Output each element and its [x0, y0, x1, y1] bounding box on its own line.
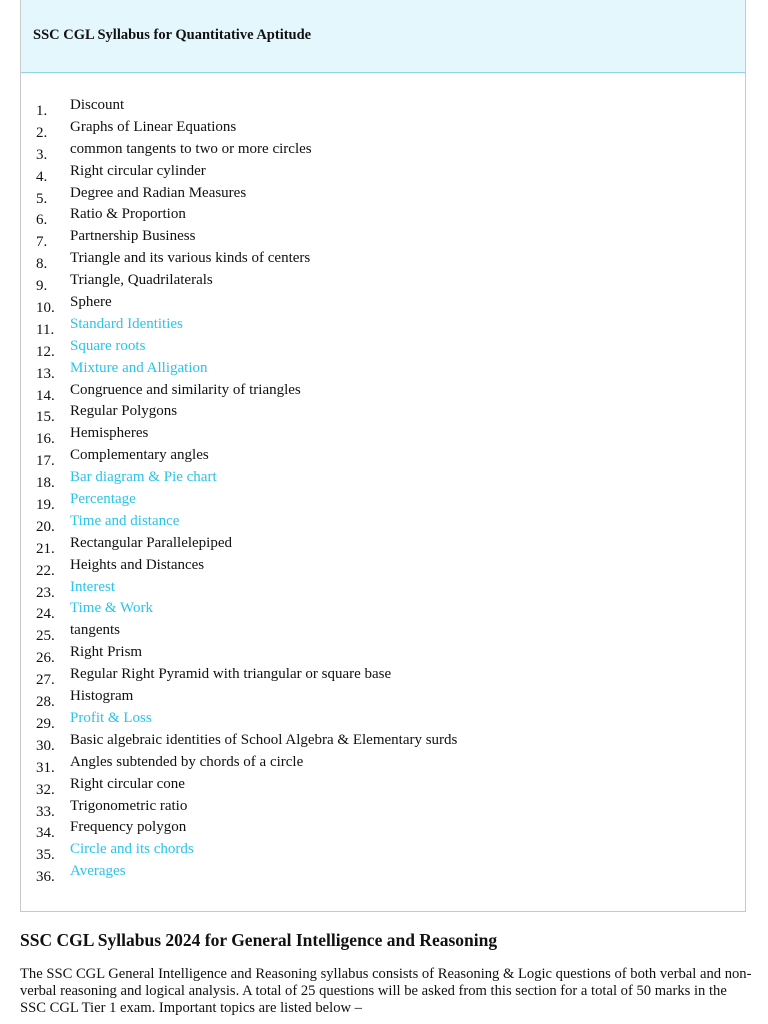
syllabus-table — [20, 0, 746, 912]
list-item — [21, 819, 721, 841]
topic-list — [21, 97, 721, 885]
list-item — [21, 863, 721, 885]
list-item — [21, 557, 721, 579]
list-item — [21, 403, 721, 425]
list-item-number: 35. — [36, 847, 55, 864]
list-item-number: 36. — [36, 869, 55, 886]
topic-link[interactable]: Percentage — [70, 491, 136, 508]
list-item — [21, 732, 721, 754]
list-item-number: 28. — [36, 694, 55, 711]
topic-label: Discount — [70, 97, 125, 113]
list-item — [21, 710, 721, 732]
list-item-number: 21. — [36, 540, 55, 557]
list-item-number: 15. — [36, 409, 55, 426]
list-item-number: 33. — [36, 803, 55, 820]
list-item-number: 14. — [36, 387, 55, 404]
list-item-number: 2. — [36, 124, 48, 141]
topic-label: Triangle and its various kinds of centers — [70, 250, 311, 267]
list-item — [21, 841, 721, 863]
list-item-number: 30. — [36, 737, 55, 754]
list-item — [21, 622, 721, 644]
list-item — [21, 644, 721, 666]
list-item — [21, 316, 721, 338]
list-item-number: 3. — [36, 146, 48, 163]
list-item — [21, 513, 721, 535]
topic-link[interactable]: Time & Work — [70, 600, 153, 617]
list-item-number: 8. — [36, 256, 48, 273]
list-item — [21, 294, 721, 316]
topic-label: Triangle, Quadrilaterals — [70, 272, 213, 289]
topic-label: Histogram — [70, 688, 134, 705]
list-item — [21, 163, 721, 185]
topic-label: Frequency polygon — [70, 819, 187, 836]
list-item-number: 7. — [36, 234, 48, 251]
list-item-number: 16. — [36, 431, 55, 448]
topic-label: Degree and Radian Measures — [70, 184, 247, 201]
topic-label: common tangents to two or more circles — [70, 140, 312, 157]
list-item — [21, 382, 721, 404]
topic-label: Right Prism — [70, 644, 143, 661]
topic-link[interactable]: Bar diagram & Pie chart — [70, 469, 217, 486]
list-item — [21, 666, 721, 688]
list-item-number: 29. — [36, 715, 55, 732]
topic-link[interactable]: Profit & Loss — [70, 709, 152, 726]
topic-label: Rectangular Parallelepiped — [70, 534, 233, 551]
list-item-number: 31. — [36, 759, 55, 776]
list-item — [21, 776, 721, 798]
list-item — [21, 119, 721, 141]
list-item-number: 5. — [36, 190, 48, 207]
topic-label: Complementary angles — [70, 447, 209, 464]
list-item-number: 22. — [36, 562, 55, 579]
topic-label: tangents — [70, 622, 120, 639]
list-item-number: 27. — [36, 672, 55, 689]
table-header — [21, 0, 745, 73]
topic-label: Right circular cylinder — [70, 162, 206, 179]
topic-link[interactable]: Circle and its chords — [70, 841, 194, 858]
list-item-number: 26. — [36, 650, 55, 667]
list-item — [21, 97, 721, 119]
list-item — [21, 754, 721, 776]
topic-link[interactable]: Time and distance — [70, 512, 180, 529]
table-header-title: SSC CGL Syllabus for Quantitative Aptitude — [33, 27, 312, 43]
topic-link[interactable]: Mixture and Alligation — [70, 359, 208, 376]
list-item-number: 19. — [36, 497, 55, 514]
list-item-number: 6. — [36, 212, 48, 229]
list-item-number: 4. — [36, 168, 48, 185]
list-item-number: 23. — [36, 584, 55, 601]
list-item — [21, 141, 721, 163]
list-item-number: 17. — [36, 453, 55, 470]
section-heading: SSC CGL Syllabus 2024 for General Intelligence and Reasoning — [20, 930, 498, 950]
list-item — [21, 185, 721, 207]
section-paragraph: The SSC CGL General Intelligence and Reasoning syllabus consists of Reasoning & Logic questions of both verbal and non-verbal reasoning and logical analysis. A total of 25 questions will be asked from this section for a total of 50 marks in the SSC CGL Tier 1 exam. Important topics are listed below – — [20, 966, 752, 1016]
list-item-number: 24. — [36, 606, 55, 623]
list-item — [21, 228, 721, 250]
list-item-number: 20. — [36, 518, 55, 535]
topic-link[interactable]: Averages — [70, 863, 126, 880]
list-item — [21, 272, 721, 294]
list-item-number: 32. — [36, 781, 55, 798]
topic-label: Right circular cone — [70, 775, 185, 792]
topic-label: Trigonometric ratio — [70, 797, 188, 814]
list-item — [21, 338, 721, 360]
topic-label: Regular Right Pyramid with triangular or square base — [70, 666, 392, 683]
list-item — [21, 491, 721, 513]
list-item-number: 18. — [36, 475, 55, 492]
list-item-number: 25. — [36, 628, 55, 645]
list-item — [21, 535, 721, 557]
topic-label: Heights and Distances — [70, 556, 205, 573]
topic-label: Congruence and similarity of triangles — [70, 381, 301, 398]
list-item — [21, 425, 721, 447]
topic-label: Regular Polygons — [70, 403, 178, 420]
list-item-number: 9. — [36, 278, 48, 295]
topic-label: Hemispheres — [70, 425, 149, 442]
list-item — [21, 206, 721, 228]
topic-label: Graphs of Linear Equations — [70, 118, 237, 135]
list-item — [21, 579, 721, 601]
list-item-number: 1. — [36, 103, 48, 119]
topic-link[interactable]: Square roots — [70, 337, 146, 354]
list-item-number: 13. — [36, 365, 55, 382]
list-item — [21, 447, 721, 469]
list-item — [21, 360, 721, 382]
list-item-number: 34. — [36, 825, 55, 842]
topic-label: Partnership Business — [70, 228, 196, 245]
list-item — [21, 798, 721, 820]
list-item-number: 12. — [36, 343, 55, 360]
topic-label: Ratio & Proportion — [70, 206, 186, 223]
list-item-number: 10. — [36, 300, 55, 317]
list-item — [21, 469, 721, 491]
topic-label: Sphere — [70, 294, 112, 311]
list-item — [21, 600, 721, 622]
topic-label: Angles subtended by chords of a circle — [70, 753, 304, 770]
list-item — [21, 688, 721, 710]
topic-label: Basic algebraic identities of School Algebra & Elementary surds — [70, 731, 458, 748]
list-item — [21, 250, 721, 272]
list-item-number: 11. — [36, 321, 55, 338]
topic-link[interactable]: Standard Identities — [70, 315, 183, 332]
topic-link[interactable]: Interest — [70, 578, 115, 595]
